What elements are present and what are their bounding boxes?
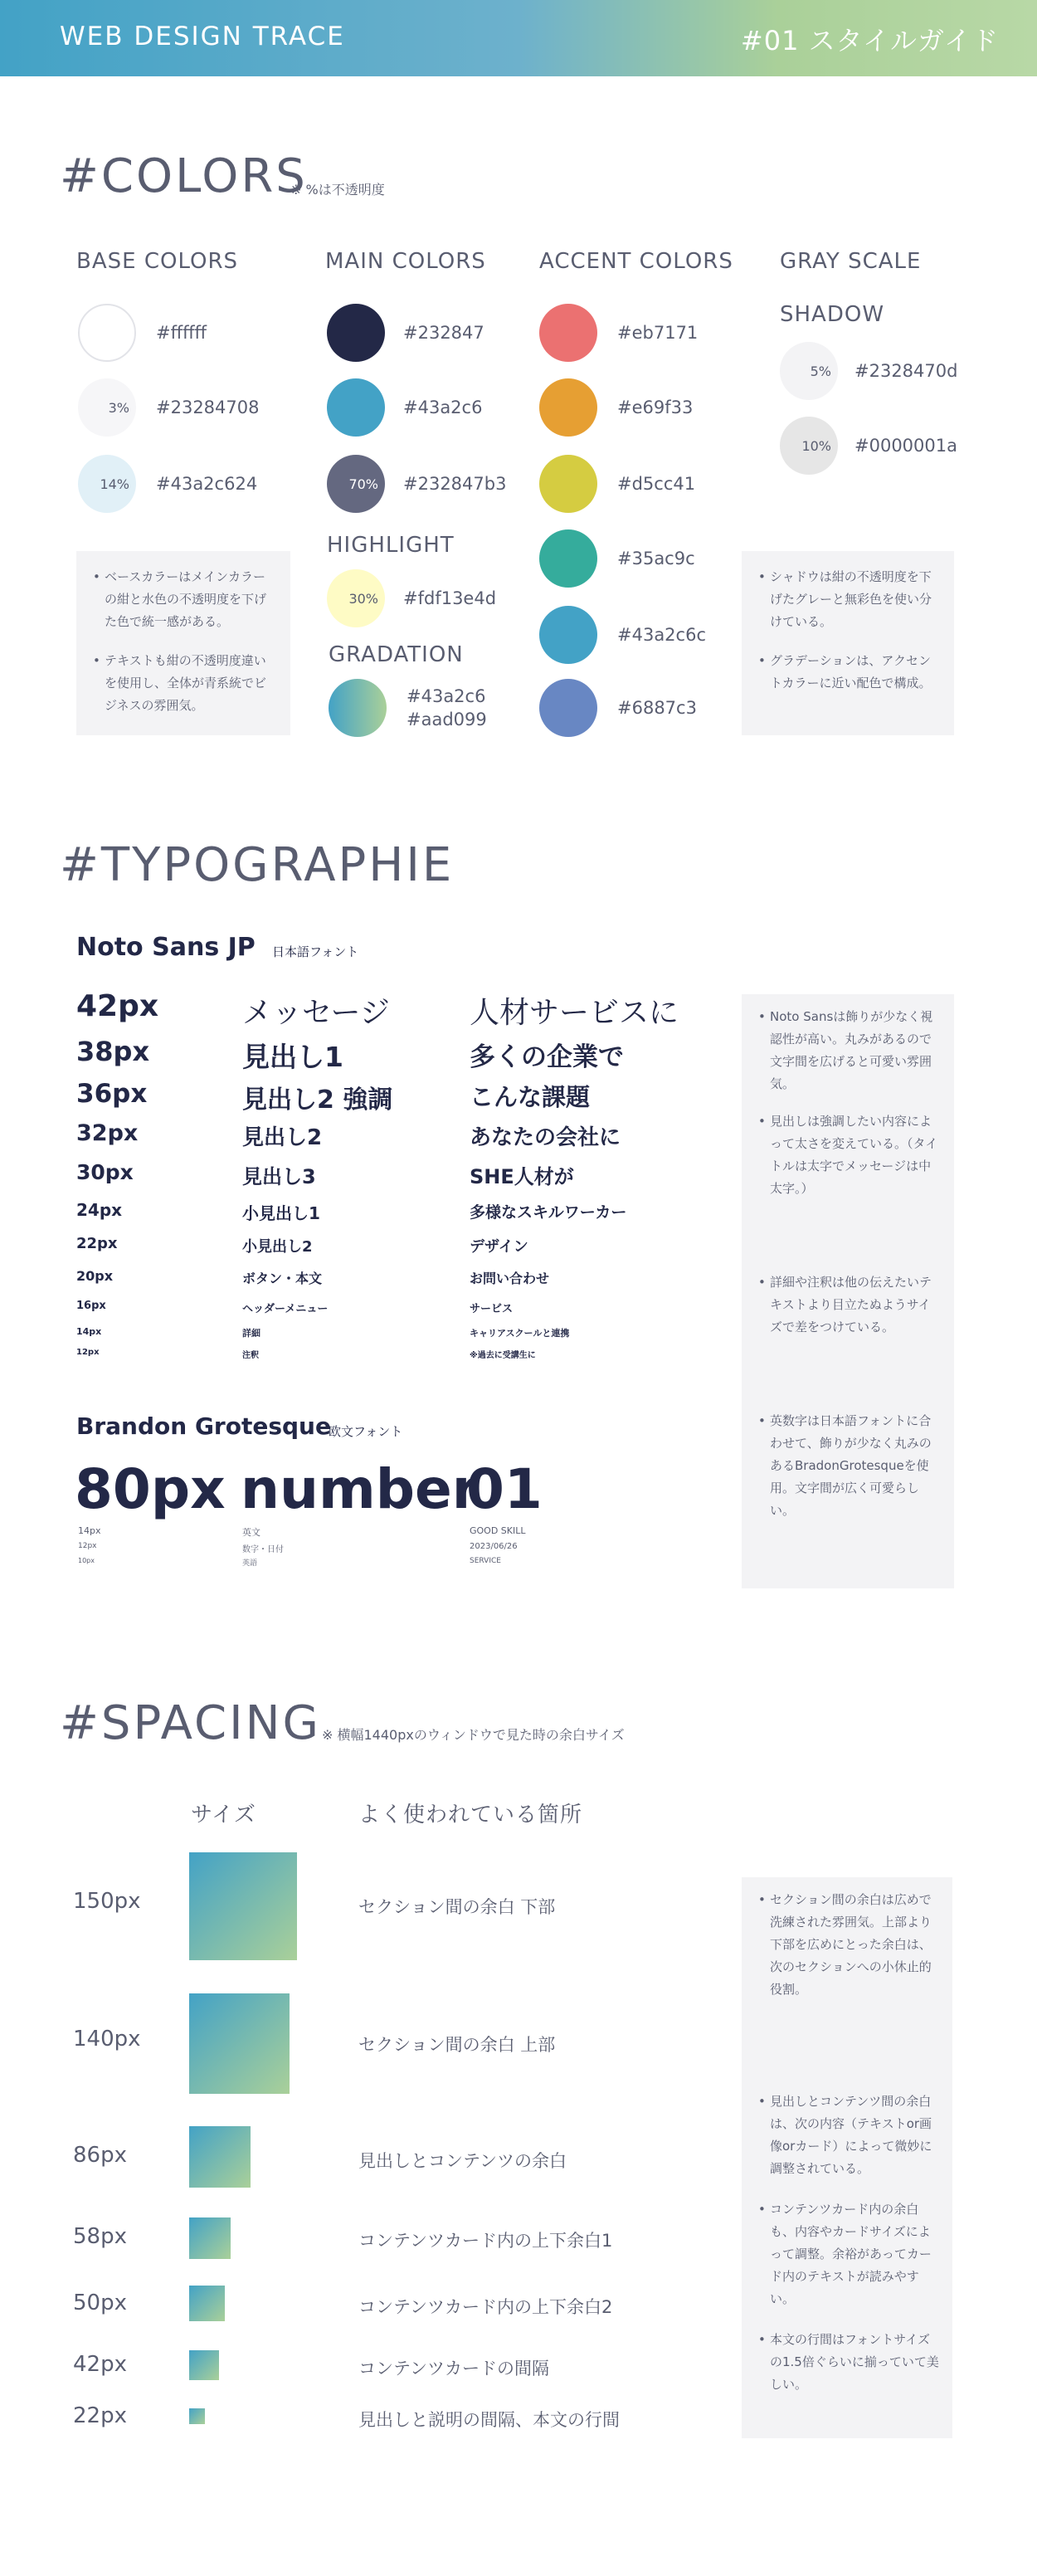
- gradation-heading: GRADATION: [329, 642, 464, 667]
- en-sample-size: 80px: [75, 1457, 226, 1521]
- jp-font-name: Noto Sans JP: [76, 933, 256, 962]
- color-hex: #fdf13e4d: [403, 588, 497, 608]
- en-sample-digits: 01: [466, 1457, 543, 1521]
- type-usage: 小見出し2: [242, 1238, 313, 1256]
- base-color-item: [78, 455, 258, 513]
- color-hex: #23284708: [156, 398, 260, 417]
- color-hex: #aad099: [407, 710, 487, 729]
- color-swatch: [327, 569, 385, 627]
- accent-color-item: [539, 304, 699, 362]
- header-title: WEB DESIGN TRACE: [60, 22, 345, 51]
- en-font-name: Brandon Grotesque: [76, 1412, 331, 1440]
- accent-color-item: [539, 679, 697, 737]
- opacity-label: 3%: [108, 400, 129, 416]
- main-color-item: [327, 455, 507, 513]
- type-example: デザイン: [470, 1238, 528, 1256]
- color-swatch: [327, 378, 385, 437]
- color-hex: #0000001a: [854, 436, 957, 456]
- base-color-item: [78, 304, 207, 362]
- note-text: • 詳細や注釈は他の伝えたいテキストより目立たぬようサイズで差をつけている。: [758, 1271, 941, 1339]
- note-text: • 本文の行間はフォントサイズの1.5倍ぐらいに揃っていて美しい。: [758, 2329, 939, 2396]
- color-hex: #35ac9c: [617, 549, 695, 568]
- color-swatch: [78, 304, 136, 362]
- note-text: • Noto Sansは飾りが少なく視認性が高い。丸みがあるので文字間を広げると可愛い雰囲気。: [758, 1006, 941, 1095]
- highlight-heading: HIGHLIGHT: [327, 533, 455, 558]
- type-example: 人材サービスに: [470, 996, 679, 1030]
- type-size: 30px: [76, 1160, 134, 1184]
- type-usage: 小見出し1: [242, 1203, 320, 1223]
- spacing-swatch: [189, 2217, 231, 2259]
- type-usage: 見出し1: [242, 1041, 343, 1073]
- en-sample-sub: 英文: [242, 1527, 260, 1538]
- type-size: 12px: [76, 1348, 100, 1357]
- spacing-usage: 見出しとコンテンツの余白: [358, 2151, 567, 2171]
- base-colors-heading: BASE COLORS: [76, 249, 239, 274]
- type-size: 36px: [76, 1079, 148, 1109]
- spacing-usage: 見出しと説明の間隔、本文の行間: [358, 2410, 620, 2430]
- type-usage: 見出し2: [242, 1125, 323, 1150]
- type-size: 22px: [76, 1235, 118, 1252]
- color-swatch: [780, 342, 838, 400]
- spacing-size: 58px: [73, 2224, 127, 2249]
- spacing-usage: セクション間の余白 下部: [358, 1897, 556, 1917]
- en-sample-sub: 12px: [78, 1542, 97, 1550]
- color-swatch: [539, 455, 597, 513]
- type-usage: ヘッダーメニュー: [242, 1303, 329, 1315]
- spacing-section-title: #SPACING: [60, 1696, 321, 1750]
- color-hex: #e69f33: [617, 398, 694, 417]
- type-usage: 見出し2 強調: [242, 1086, 393, 1115]
- color-hex: #d5cc41: [617, 474, 696, 494]
- spacing-swatch: [189, 2286, 225, 2321]
- accent-color-item: [539, 529, 695, 588]
- color-hex: #232847: [403, 323, 484, 343]
- base-color-item: [78, 378, 260, 437]
- color-swatch: [780, 417, 838, 475]
- type-example: お問い合わせ: [470, 1271, 550, 1286]
- accent-color-item: [539, 606, 706, 664]
- type-example: 多くの企業で: [470, 1042, 624, 1072]
- highlight-color-item: [327, 569, 497, 627]
- spacing-swatch: [189, 2126, 251, 2188]
- jp-font-label: 日本語フォント: [272, 944, 359, 959]
- typography-note-box: [742, 994, 954, 1588]
- note-text: • 英数字は日本語フォントに合わせて、飾りが少なく丸みのあるBradonGrotesqueを使用。文字間が広く可愛らしい。: [758, 1410, 941, 1522]
- spacing-size: 50px: [73, 2291, 127, 2315]
- accent-color-item: [539, 455, 696, 513]
- type-size: 14px: [76, 1326, 102, 1337]
- accent-colors-heading: ACCENT COLORS: [539, 249, 733, 274]
- colors-section-title: #COLORS: [60, 149, 308, 203]
- type-example: サービス: [470, 1303, 514, 1315]
- color-hex: #eb7171: [617, 323, 699, 343]
- main-colors-heading: MAIN COLORS: [325, 249, 486, 274]
- type-example: ※過去に受講生に: [470, 1351, 536, 1360]
- type-size: 42px: [76, 989, 159, 1023]
- type-scale: [76, 989, 723, 1371]
- note-text: • ベースカラーはメインカラーの紺と水色の不透明度を下げた色で統一感がある。: [93, 566, 277, 633]
- color-hex: #43a2c6c: [617, 625, 706, 645]
- page-header: [0, 0, 1037, 76]
- spacing-usage: コンテンツカード内の上下余白2: [358, 2297, 613, 2317]
- gradation-color-item: [329, 679, 487, 737]
- en-sample-sub: 10px: [78, 1557, 95, 1564]
- color-swatch: [78, 378, 136, 437]
- note-text: • テキストも紺の不透明度違いを使用し、全体が青系統でビジネスの雰囲気。: [93, 650, 277, 717]
- color-swatch: [539, 679, 597, 737]
- color-hex: #ffffff: [156, 323, 207, 343]
- en-sample-sub: 英語: [242, 1559, 258, 1568]
- spacing-swatch: [189, 1993, 290, 2094]
- color-hex: #6887c3: [617, 698, 697, 718]
- spacing-size: 42px: [73, 2352, 127, 2377]
- shadow-note-box: [742, 551, 954, 735]
- gray-scale-heading: GRAY SCALE: [780, 249, 922, 274]
- header-subtitle: #01 スタイルガイド: [740, 25, 999, 56]
- color-swatch: [327, 455, 385, 513]
- en-sample-sub: 2023/06/26: [470, 1542, 518, 1551]
- type-size: 38px: [76, 1036, 150, 1067]
- note-text: • 見出しとコンテンツ間の余白は、次の内容（テキストor画像orカード）によって微妙に調整されている。: [758, 2091, 939, 2180]
- main-color-item: [327, 304, 484, 362]
- shadow-heading: SHADOW: [780, 302, 885, 327]
- en-sample-sub: SERVICE: [470, 1557, 501, 1565]
- color-swatch: [539, 378, 597, 437]
- color-hex: #2328470d: [854, 361, 958, 381]
- color-swatch: [329, 679, 387, 737]
- spacing-usage: セクション間の余白 上部: [358, 2035, 556, 2055]
- accent-color-item: [539, 378, 694, 437]
- color-swatch: [78, 455, 136, 513]
- type-example: SHE人材が: [470, 1165, 574, 1188]
- color-hex: #232847b3: [403, 474, 507, 494]
- type-usage: 見出し3: [242, 1165, 316, 1188]
- en-font-label: 欧文フォント: [329, 1424, 403, 1439]
- type-usage: 詳細: [242, 1328, 260, 1339]
- note-text: • コンテンツカード内の余白も、内容やカードサイズによって調整。余裕があってカード内のテキストが読みやすい。: [758, 2198, 939, 2310]
- opacity-label: 10%: [801, 438, 831, 454]
- color-hex: #43a2c624: [156, 474, 258, 494]
- shadow-color-item: [780, 417, 957, 475]
- type-usage: メッセージ: [242, 996, 390, 1030]
- type-example: キャリアスクールと連携: [470, 1328, 570, 1339]
- type-example: こんな課題: [470, 1083, 591, 1111]
- spacing-size-heading: サイズ: [191, 1803, 256, 1827]
- spacing-swatch: [189, 2350, 219, 2380]
- en-sample-number: number: [241, 1457, 480, 1521]
- type-usage: 注釈: [242, 1351, 259, 1360]
- en-sample-sub: 14px: [78, 1525, 101, 1536]
- note-text: • グラデーションは、アクセントカラーに近い配色で構成。: [758, 650, 941, 695]
- type-example: 多様なスキルワーカー: [470, 1203, 627, 1222]
- opacity-label: 70%: [348, 476, 378, 492]
- note-text: • セクション間の余白は広めで洗練された雰囲気。上部より下部を広めにとった余白は、次のセクションへの小休止的役割。: [758, 1889, 939, 2001]
- spacing-size: 150px: [73, 1889, 141, 1914]
- spacing-size: 22px: [73, 2403, 127, 2428]
- spacing-usage-heading: よく使われている箇所: [358, 1803, 583, 1827]
- spacing-swatch: [189, 2408, 205, 2424]
- color-hex: #43a2c6: [407, 686, 486, 706]
- spacing-swatch: [189, 1852, 297, 1960]
- type-example: あなたの会社に: [470, 1125, 621, 1150]
- typography-section-title: #TYPOGRAPHIE: [60, 838, 455, 892]
- en-sample-sub: 数字・日付: [242, 1545, 284, 1554]
- base-colors-note-box: [76, 551, 290, 735]
- en-sample-sub: GOOD SKILL: [470, 1525, 526, 1536]
- type-size: 24px: [76, 1200, 123, 1220]
- spacing-size: 140px: [73, 2027, 141, 2052]
- color-swatch: [327, 304, 385, 362]
- note-text: • 見出しは強調したい内容によって太さを変えている。（タイトルは太字でメッセージは中太字。）: [758, 1110, 941, 1200]
- note-text: • シャドウは紺の不透明度を下げたグレーと無彩色を使い分けている。: [758, 566, 941, 633]
- opacity-label: 5%: [810, 363, 831, 379]
- type-size: 16px: [76, 1300, 106, 1312]
- spacing-usage: コンテンツカード内の上下余白1: [358, 2231, 613, 2251]
- spacing-note-box: [742, 1877, 952, 2438]
- color-swatch: [539, 304, 597, 362]
- main-color-item: [327, 378, 483, 437]
- type-size: 20px: [76, 1268, 114, 1284]
- type-size: 32px: [76, 1120, 139, 1146]
- color-hex: #43a2c6: [403, 398, 483, 417]
- shadow-color-item: [780, 342, 958, 400]
- spacing-usage: コンテンツカードの間隔: [358, 2359, 549, 2378]
- colors-opacity-note: ※ %は不透明度: [290, 182, 385, 198]
- color-swatch: [539, 606, 597, 664]
- spacing-note: ※ 横幅1440pxのウィンドウで見た時の余白サイズ: [322, 1727, 625, 1743]
- opacity-label: 30%: [348, 591, 378, 607]
- opacity-label: 14%: [100, 476, 129, 492]
- spacing-size: 86px: [73, 2143, 127, 2168]
- color-swatch: [539, 529, 597, 588]
- type-usage: ボタン・本文: [242, 1271, 323, 1286]
